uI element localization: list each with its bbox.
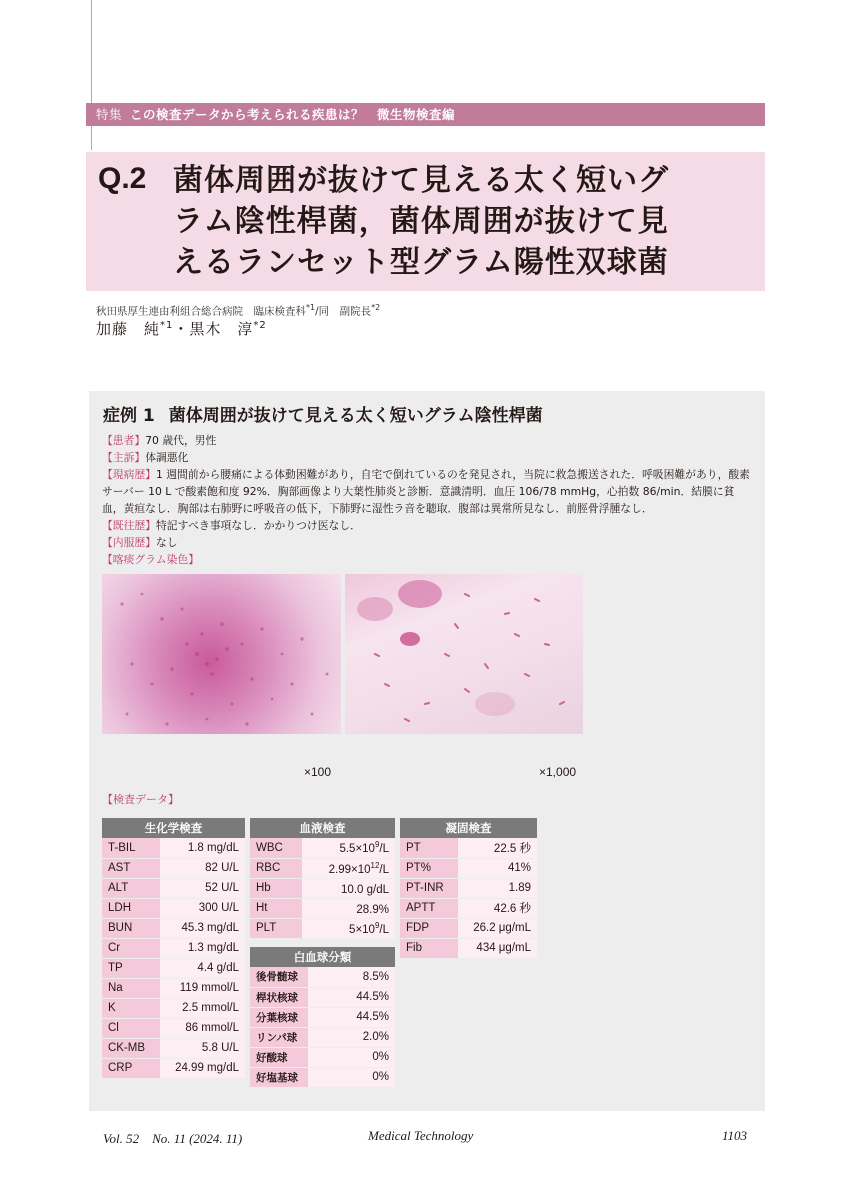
- table-row: [102, 978, 245, 998]
- blood-table: [250, 818, 395, 939]
- affiliation-same: /同 副院長: [315, 305, 372, 318]
- test-name: LDH: [102, 898, 160, 918]
- test-name: CRP: [102, 1058, 160, 1078]
- table-row: [102, 858, 245, 878]
- table-row: [250, 987, 395, 1007]
- test-name: 後骨髄球: [250, 967, 308, 987]
- test-name: 好塩基球: [250, 1067, 308, 1087]
- test-value: 300 U/L: [160, 898, 245, 918]
- test-value: 45.3 mg/dL: [160, 918, 245, 938]
- test-value: 0%: [308, 1047, 395, 1067]
- table-row: [400, 918, 537, 938]
- patient-label: 【患者】: [102, 434, 146, 447]
- test-name: K: [102, 998, 160, 1018]
- test-value: 24.99 mg/dL: [160, 1058, 245, 1078]
- institution: 秋田県厚生連由利組合総合病院 臨床検査科: [96, 305, 306, 318]
- medication-line: [102, 534, 754, 551]
- title-line-3: えるランセット型グラム陽性双球菌: [173, 245, 669, 280]
- question-number: Q.2: [98, 162, 147, 195]
- differential-table: [250, 947, 395, 1088]
- table-row: [400, 898, 537, 918]
- history-label: 【現病歴】: [102, 468, 156, 481]
- table-row: [400, 858, 537, 878]
- value-unit: /L: [379, 843, 389, 856]
- test-value: 44.5%: [308, 987, 395, 1007]
- table-row: [102, 838, 245, 858]
- test-name: FDP: [400, 918, 458, 938]
- past-history-line: [102, 517, 754, 534]
- test-value: 22.5 秒: [458, 838, 537, 858]
- table-row: [400, 878, 537, 898]
- margin-rule: [91, 0, 92, 150]
- test-name: BUN: [102, 918, 160, 938]
- case-number: 症例 1: [103, 406, 155, 426]
- table-row: [102, 1058, 245, 1078]
- table-row: [250, 1047, 395, 1067]
- test-value: 82 U/L: [160, 858, 245, 878]
- complaint-value: 体調悪化: [145, 451, 189, 464]
- differential-table-title: 白血球分類: [250, 947, 395, 967]
- test-name: CK-MB: [102, 1038, 160, 1058]
- case-heading-title: 菌体周囲が抜けて見える太く短いグラム陰性桿菌: [168, 406, 543, 426]
- table-row: [250, 898, 395, 918]
- table-row: [250, 838, 395, 858]
- test-name: Cr: [102, 938, 160, 958]
- gram-stain-line: [102, 551, 754, 568]
- magnification-label-1: ×100: [304, 765, 332, 779]
- table-row: [102, 878, 245, 898]
- patient-value: 70 歳代，男性: [145, 434, 217, 447]
- test-value: 52 U/L: [160, 878, 245, 898]
- complaint-line: [102, 449, 754, 466]
- test-value: 1.3 mg/dL: [160, 938, 245, 958]
- footer-volume: Vol. 52 No. 11 (2024. 11): [103, 1131, 243, 1146]
- table-row: [102, 918, 245, 938]
- test-name: PLT: [250, 918, 302, 938]
- medication-label: 【内服歴】: [102, 536, 156, 549]
- test-value: 434 μg/mL: [458, 938, 537, 958]
- test-value: 26.2 μg/mL: [458, 918, 537, 938]
- coagulation-table-title: 凝固検査: [400, 818, 537, 838]
- test-name: T-BIL: [102, 838, 160, 858]
- case-box: [89, 391, 765, 1111]
- value-unit: /L: [379, 863, 389, 876]
- case-description: [102, 432, 754, 568]
- microscopy-pattern-high: [345, 574, 583, 734]
- patient-line: [102, 432, 754, 449]
- test-name: 好酸球: [250, 1047, 308, 1067]
- microscopy-pattern-low: [102, 574, 341, 734]
- test-name: RBC: [250, 858, 302, 878]
- table-row: [250, 858, 395, 878]
- value-exponent: 12: [370, 860, 380, 870]
- test-value: 119 mmol/L: [160, 978, 245, 998]
- footer-page-number: 1103: [722, 1128, 748, 1143]
- feature-title: この検査データから考えられる疾患は？ 微生物検査編: [130, 107, 456, 122]
- authors: [96, 318, 267, 339]
- article-title: [173, 160, 758, 283]
- test-name: ALT: [102, 878, 160, 898]
- article-title-box: [86, 152, 765, 291]
- history-line: [102, 466, 754, 517]
- gram-stain-image-x1000: [345, 574, 583, 734]
- value-exponent: 9: [374, 920, 380, 930]
- test-value: [302, 918, 395, 938]
- test-name: AST: [102, 858, 160, 878]
- test-name: PT%: [400, 858, 458, 878]
- table-row: [102, 998, 245, 1018]
- test-name: Hb: [250, 878, 302, 898]
- author-2-mark: *2: [253, 320, 267, 331]
- table-row: [250, 967, 395, 987]
- test-name: Na: [102, 978, 160, 998]
- test-name: Ht: [250, 898, 302, 918]
- test-value: [302, 898, 395, 918]
- test-value: 0%: [308, 1067, 395, 1087]
- title-line-1: 菌体周囲が抜けて見える太く短いグ: [173, 163, 669, 198]
- test-value: 86 mmol/L: [160, 1018, 245, 1038]
- test-value: 8.5%: [308, 967, 395, 987]
- case-heading: [103, 401, 543, 426]
- test-value: 1.8 mg/dL: [160, 838, 245, 858]
- test-value: [302, 838, 395, 858]
- test-name: PT: [400, 838, 458, 858]
- author-1-mark: *1: [160, 320, 174, 331]
- value-base: 28.9%: [356, 903, 389, 916]
- table-row: [250, 1027, 395, 1047]
- gram-stain-label: 【喀痰グラム染色】: [102, 553, 200, 566]
- test-value: 4.4 g/dL: [160, 958, 245, 978]
- author-2: 黒木 淳: [189, 320, 254, 338]
- test-name: 桿状核球: [250, 987, 308, 1007]
- test-name: 分葉核球: [250, 1007, 308, 1027]
- feature-keyword: 特集: [96, 107, 123, 122]
- lab-data-label: 【検査データ】: [102, 793, 179, 806]
- test-value: [302, 878, 395, 898]
- test-name: TP: [102, 958, 160, 978]
- value-base: 5×10: [349, 923, 375, 936]
- table-row: [400, 838, 537, 858]
- test-value: 42.6 秒: [458, 898, 537, 918]
- test-name: WBC: [250, 838, 302, 858]
- gram-stain-image-x100: [102, 574, 341, 734]
- table-row: [250, 1007, 395, 1027]
- footer-journal: Medical Technology: [368, 1128, 474, 1143]
- test-value: 44.5%: [308, 1007, 395, 1027]
- magnification-label-2: ×1,000: [539, 765, 577, 779]
- value-exponent: 9: [374, 840, 380, 850]
- value-base: 5.5×10: [339, 843, 375, 856]
- test-name: Cl: [102, 1018, 160, 1038]
- value-base: 2.99×10: [328, 863, 371, 876]
- title-line-2: ラム陰性桿菌，菌体周囲が抜けて見: [173, 204, 669, 239]
- table-row: [400, 938, 537, 958]
- author-1: 加藤 純: [96, 320, 161, 338]
- test-value: 41%: [458, 858, 537, 878]
- value-base: 10.0 g/dL: [341, 883, 389, 896]
- table-row: [102, 958, 245, 978]
- medication-value: なし: [155, 536, 178, 549]
- biochemistry-table-title: 生化学検査: [102, 818, 245, 838]
- test-value: 2.5 mmol/L: [160, 998, 245, 1018]
- history-value: 1 週間前から腰痛による体動困難があり，自宅で倒れているのを発見され，当院に救急搬送された．呼吸困難があり，酸素サーバー 10 L で酸素飽和度 92%．胸部画像より大葉性肺炎と診断．意識清明．血圧 106/78 mmHg，心拍数 86/min．結膜に貧血，黄疸なし．胸部は右肺野に呼吸音の低下，下肺野に湿性ラ音を聴取．腹部は異常所見なし．前脛骨浮腫なし．: [102, 468, 750, 515]
- table-row: [250, 1067, 395, 1087]
- value-unit: /L: [379, 923, 389, 936]
- feature-banner: [86, 103, 765, 126]
- table-row: [250, 878, 395, 898]
- test-name: PT-INR: [400, 878, 458, 898]
- table-row: [102, 938, 245, 958]
- table-row: [250, 918, 395, 938]
- test-name: リンパ球: [250, 1027, 308, 1047]
- past-history-value: 特記すべき事項なし．かかりつけ医なし．: [155, 519, 361, 532]
- table-row: [102, 898, 245, 918]
- test-value: [302, 858, 395, 878]
- test-value: 5.8 U/L: [160, 1038, 245, 1058]
- table-row: [102, 1018, 245, 1038]
- test-value: 1.89: [458, 878, 537, 898]
- blood-table-title: 血液検査: [250, 818, 395, 838]
- past-history-label: 【既往歴】: [102, 519, 156, 532]
- complaint-label: 【主訴】: [102, 451, 146, 464]
- table-row: [102, 1038, 245, 1058]
- affiliation-mark-1: *1: [306, 303, 316, 312]
- biochemistry-table: [102, 818, 245, 1079]
- author-separator: ・: [173, 320, 190, 338]
- affiliation-mark-2: *2: [371, 303, 381, 312]
- coagulation-table: [400, 818, 537, 959]
- test-name: Fib: [400, 938, 458, 958]
- test-value: 2.0%: [308, 1027, 395, 1047]
- affiliation: [96, 303, 380, 319]
- test-name: APTT: [400, 898, 458, 918]
